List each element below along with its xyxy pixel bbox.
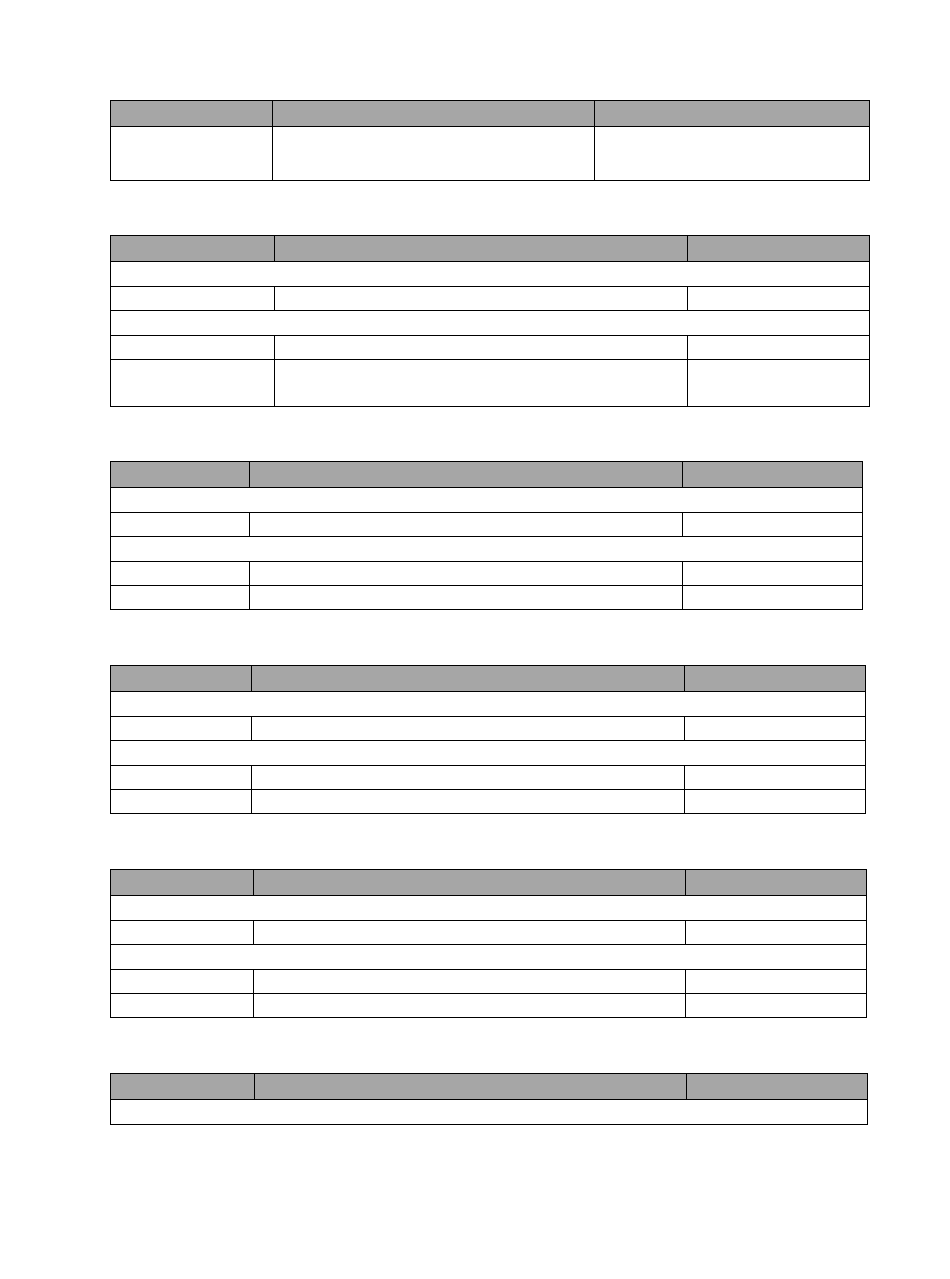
table-header-row	[111, 236, 870, 262]
table-header-cell	[111, 462, 250, 488]
table-cell	[252, 790, 685, 814]
table-header-cell	[686, 870, 867, 896]
table-header-cell	[111, 666, 252, 692]
table-cell	[275, 336, 688, 360]
table-cell	[111, 970, 254, 994]
table-header-cell	[688, 236, 870, 262]
table-cell	[252, 766, 685, 790]
table-cell	[688, 360, 870, 407]
table-cell	[683, 562, 863, 586]
table-section-cell	[111, 262, 870, 287]
table-6	[110, 1073, 868, 1125]
table-cell	[273, 127, 595, 181]
table-section-row	[111, 1100, 868, 1125]
table-cell	[111, 127, 273, 181]
table-section-row	[111, 692, 866, 717]
table-row	[111, 790, 866, 814]
table-row	[111, 586, 863, 610]
table-cell	[254, 970, 686, 994]
table-cell	[111, 360, 275, 407]
table-5	[110, 869, 867, 1018]
table-cell	[686, 921, 867, 945]
table-section-cell	[111, 537, 863, 562]
table-row	[111, 994, 867, 1018]
table-cell	[111, 790, 252, 814]
table-cell	[111, 336, 275, 360]
table-header-cell	[683, 462, 863, 488]
table-header-row	[111, 462, 863, 488]
table-section-cell	[111, 488, 863, 513]
table-cell	[686, 994, 867, 1018]
table-header-cell	[255, 1074, 687, 1100]
table-cell	[111, 921, 254, 945]
table-1	[110, 100, 870, 181]
table-cell	[250, 562, 683, 586]
table-cell	[683, 513, 863, 537]
table-cell	[275, 360, 688, 407]
table-header-cell	[254, 870, 686, 896]
table-header-cell	[250, 462, 683, 488]
table-cell	[252, 717, 685, 741]
table-cell	[685, 790, 866, 814]
table-cell	[595, 127, 870, 181]
table-section-row	[111, 488, 863, 513]
table-header-cell	[685, 666, 866, 692]
table-header-cell	[595, 101, 870, 127]
table-header-cell	[275, 236, 688, 262]
table-section-row	[111, 311, 870, 336]
table-section-cell	[111, 896, 867, 921]
table-row	[111, 766, 866, 790]
table-cell	[111, 994, 254, 1018]
table-header-row	[111, 1074, 868, 1100]
table-cell	[254, 994, 686, 1018]
table-header-row	[111, 101, 870, 127]
table-row	[111, 360, 870, 407]
table-cell	[111, 562, 250, 586]
table-section-row	[111, 945, 867, 970]
table-4	[110, 665, 866, 814]
table-cell	[275, 287, 688, 311]
table-row	[111, 287, 870, 311]
table-cell	[111, 717, 252, 741]
table-cell	[254, 921, 686, 945]
table-row	[111, 513, 863, 537]
table-section-row	[111, 896, 867, 921]
table-header-cell	[273, 101, 595, 127]
table-section-row	[111, 537, 863, 562]
table-cell	[111, 513, 250, 537]
table-header-cell	[111, 870, 254, 896]
table-section-cell	[111, 311, 870, 336]
table-section-cell	[111, 741, 866, 766]
table-row	[111, 562, 863, 586]
table-section-row	[111, 741, 866, 766]
table-cell	[111, 766, 252, 790]
table-section-cell	[111, 945, 867, 970]
table-cell	[111, 586, 250, 610]
table-row	[111, 717, 866, 741]
table-row	[111, 127, 870, 181]
table-row	[111, 336, 870, 360]
table-header-row	[111, 666, 866, 692]
table-cell	[685, 717, 866, 741]
table-row	[111, 921, 867, 945]
table-cell	[250, 513, 683, 537]
table-2	[110, 235, 870, 407]
table-cell	[250, 586, 683, 610]
table-cell	[685, 766, 866, 790]
table-header-cell	[111, 1074, 255, 1100]
table-cell	[686, 970, 867, 994]
table-section-row	[111, 262, 870, 287]
table-header-cell	[111, 236, 275, 262]
table-3	[110, 461, 863, 610]
table-cell	[683, 586, 863, 610]
table-row	[111, 970, 867, 994]
table-section-cell	[111, 692, 866, 717]
table-cell	[688, 287, 870, 311]
table-header-row	[111, 870, 867, 896]
table-header-cell	[111, 101, 273, 127]
table-header-cell	[252, 666, 685, 692]
table-header-cell	[687, 1074, 868, 1100]
table-cell	[111, 287, 275, 311]
table-cell	[688, 336, 870, 360]
table-section-cell	[111, 1100, 868, 1125]
